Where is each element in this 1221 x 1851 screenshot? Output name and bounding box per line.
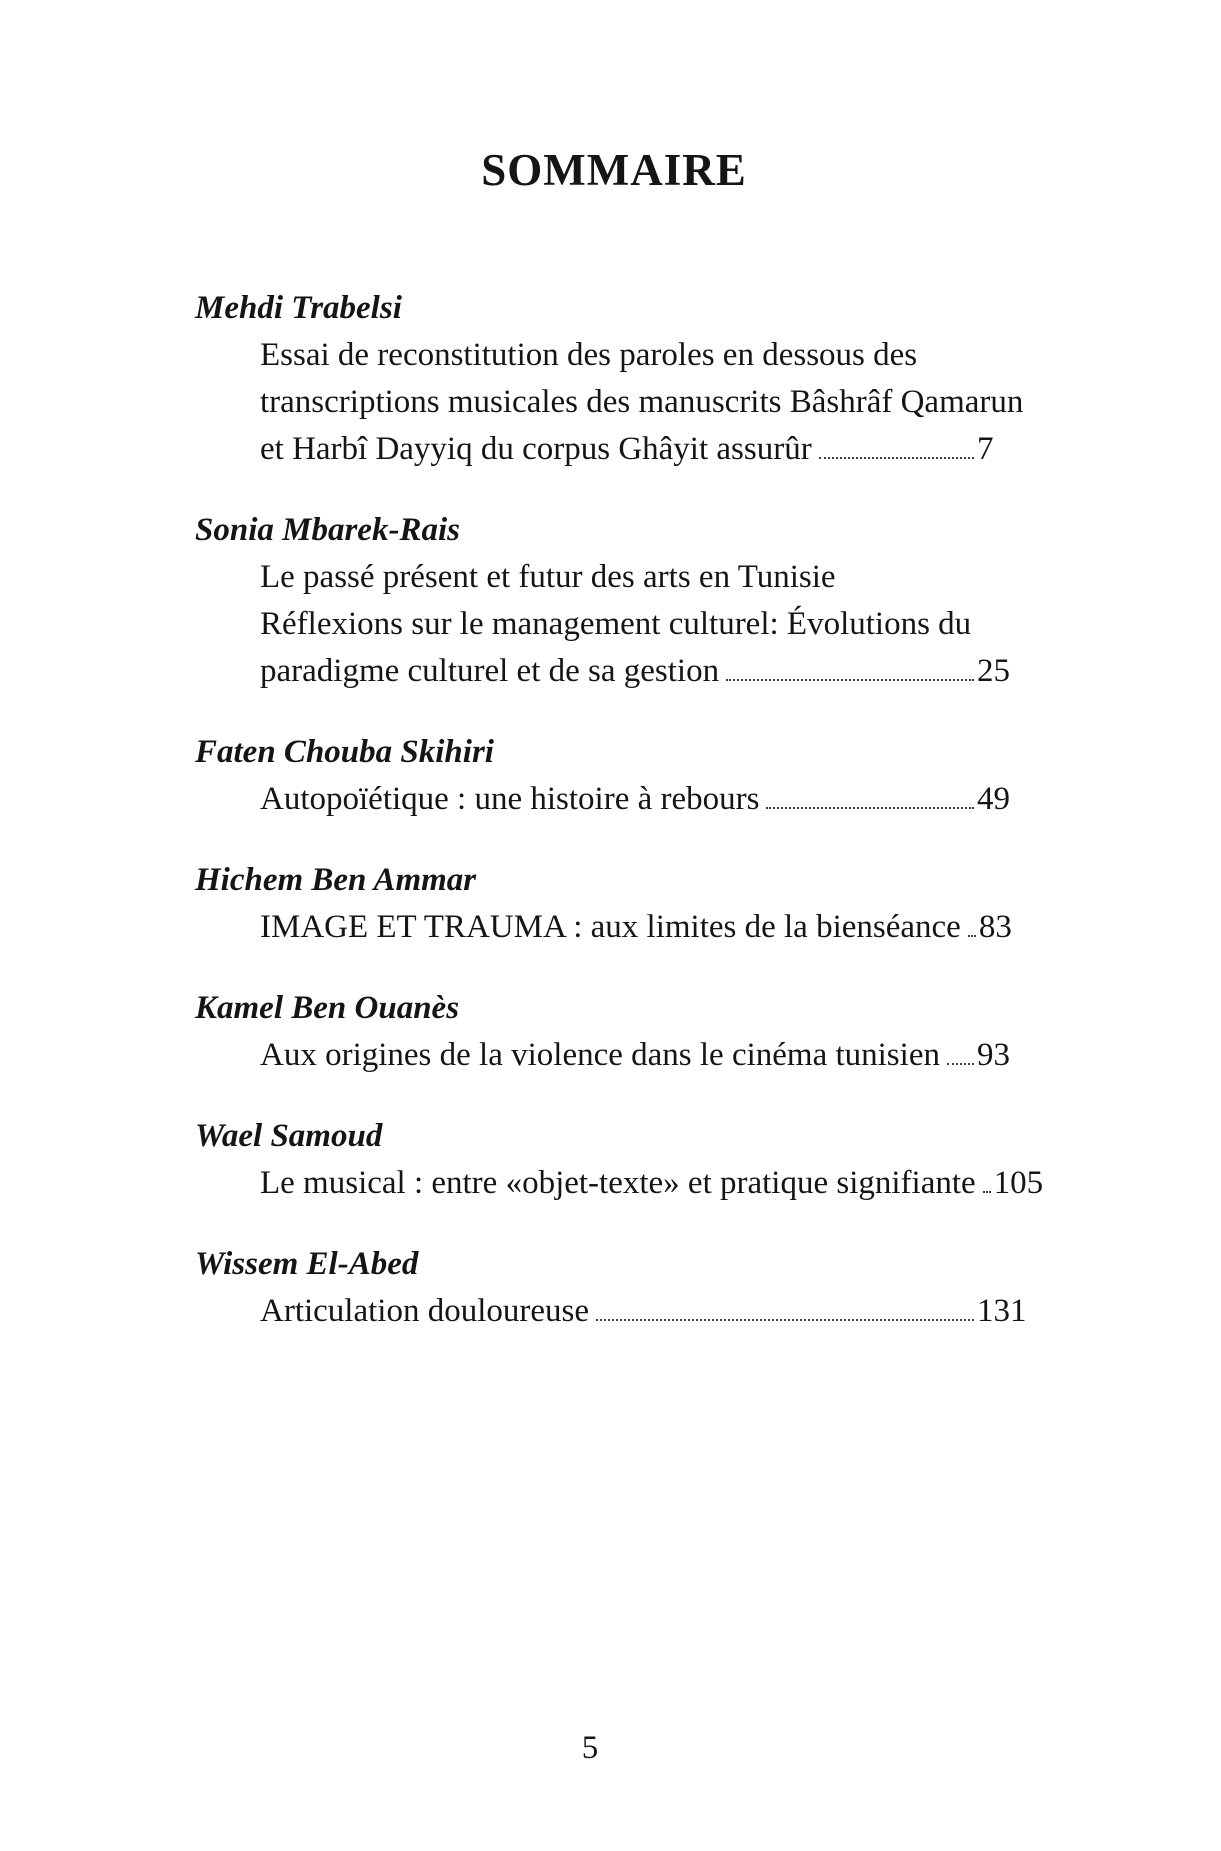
toc-entry bbox=[195, 1113, 1044, 1207]
toc-entry-lines bbox=[195, 1032, 1033, 1079]
toc-entry-final-line bbox=[195, 1160, 1044, 1207]
toc-entry-page-number: 49 bbox=[977, 781, 1010, 817]
toc-entry-author: Wissem El-Abed bbox=[195, 1246, 419, 1282]
page-title: SOMMAIRE bbox=[481, 145, 747, 195]
toc-entry-lines bbox=[195, 776, 1033, 823]
toc-entry bbox=[195, 1241, 1033, 1335]
toc-entry-title-line: Essai de reconstitution des paroles en dessous des bbox=[260, 337, 918, 373]
toc-entry-title-text: Aux origines de la violence dans le cinéma tunisien bbox=[260, 1037, 940, 1073]
toc-entry-page-number: 131 bbox=[977, 1293, 1027, 1329]
toc-entry-title-text: Articulation douloureuse bbox=[260, 1293, 590, 1329]
toc-entry-author: Sonia Mbarek-Rais bbox=[195, 512, 460, 548]
toc-entry-lines bbox=[195, 1160, 1044, 1207]
toc-entry bbox=[195, 507, 1033, 695]
toc-entry-title-text: Autopoïétique : une histoire à rebours bbox=[260, 781, 760, 817]
toc-entry bbox=[195, 857, 1033, 951]
toc-entry bbox=[195, 285, 1033, 473]
toc-entry-author: Mehdi Trabelsi bbox=[195, 290, 402, 326]
toc-entry-title-line: Réflexions sur le management culturel: Évolutions du bbox=[260, 606, 972, 642]
toc-content bbox=[195, 0, 1044, 1369]
toc-entry-lines bbox=[195, 554, 1033, 695]
toc-entry-title-line: Le passé présent et futur des arts en Tunisie bbox=[260, 559, 836, 595]
toc-entry-title-text: et Harbî Dayyiq du corpus Ghâyit assurûr bbox=[260, 431, 812, 467]
toc-entry-author: Hichem Ben Ammar bbox=[195, 862, 477, 898]
toc-entry-author: Kamel Ben Ouanès bbox=[195, 990, 460, 1026]
toc-entry-page-number: 7 bbox=[977, 431, 994, 467]
toc-entry bbox=[195, 985, 1033, 1079]
toc-entries bbox=[195, 285, 1044, 1335]
toc-entry-page-number: 83 bbox=[978, 909, 1012, 945]
toc-entry-final-line bbox=[195, 1032, 1033, 1079]
toc-entry-title-text: Le musical : entre «objet-texte» et pratique signifiante bbox=[260, 1165, 976, 1201]
toc-entry-final-line bbox=[195, 648, 1033, 695]
toc-entry bbox=[195, 729, 1033, 823]
toc-entry-lines bbox=[195, 1288, 1033, 1335]
toc-entry-lines bbox=[195, 904, 1033, 951]
toc-entry-page-number: 105 bbox=[993, 1165, 1044, 1201]
toc-entry-final-line bbox=[195, 1288, 1033, 1335]
toc-entry-page-number: 93 bbox=[977, 1037, 1010, 1073]
toc-entry-title-text: paradigme culturel et de sa gestion bbox=[260, 653, 720, 689]
toc-entry-final-line bbox=[195, 426, 1033, 473]
toc-entry-author: Faten Chouba Skihiri bbox=[195, 734, 494, 770]
toc-entry-final-line bbox=[195, 904, 1033, 951]
toc-entry-lines bbox=[195, 332, 1033, 473]
toc-entry-author: Wael Samoud bbox=[195, 1118, 383, 1154]
footer-page-number: 5 bbox=[581, 1730, 599, 1766]
toc-entry-title-text: IMAGE ET TRAUMA : aux limites de la bienséance bbox=[260, 909, 961, 945]
toc-entry-page-number: 25 bbox=[977, 653, 1010, 689]
toc-entry-title-line: transcriptions musicales des manuscrits Bâshrâf Qamarun bbox=[260, 384, 1024, 420]
toc-entry-final-line bbox=[195, 776, 1033, 823]
